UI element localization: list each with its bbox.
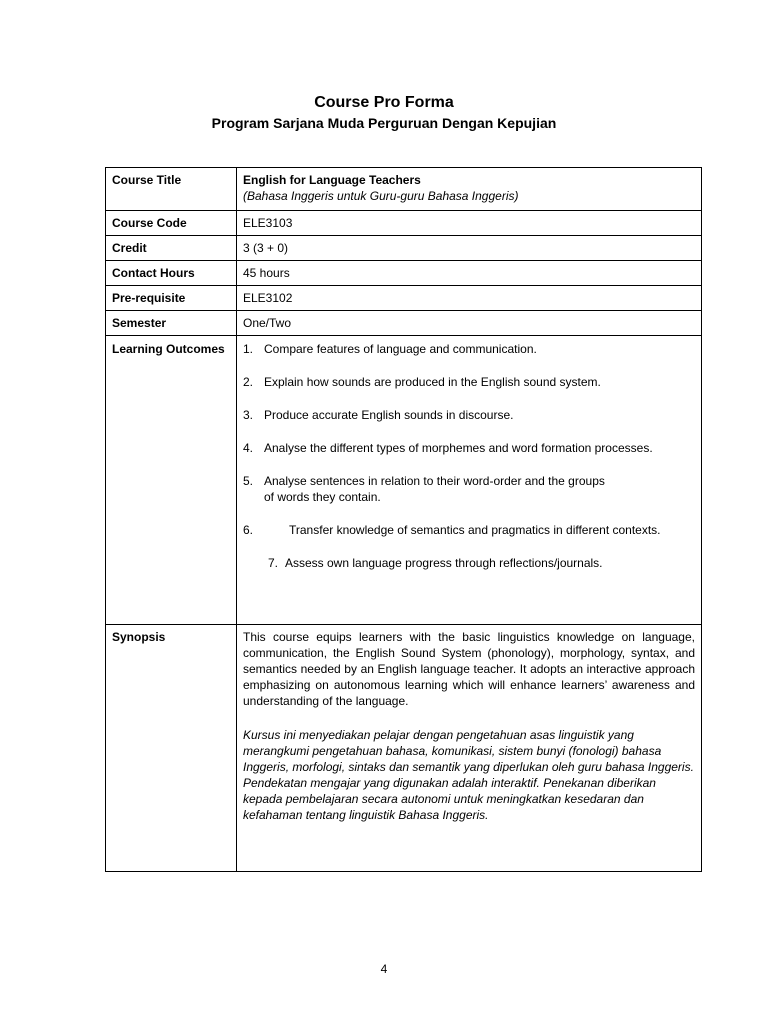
list-item-text: Analyse the different types of morphemes and word formation processes.: [264, 441, 653, 455]
list-item: [243, 341, 695, 357]
list-item-text: Analyse sentences in relation to their word-order and the groups of words they contain.: [264, 474, 605, 504]
list-item: [243, 374, 695, 390]
list-item-number: 7.: [268, 556, 279, 570]
list-item-text: Explain how sounds are produced in the English sound system.: [264, 375, 601, 389]
synopsis-label: Synopsis: [106, 625, 237, 872]
course-code-value: ELE3103: [237, 211, 702, 236]
page-number: 4: [380, 962, 388, 976]
synopsis-malay: Kursus ini menyediakan pelajar dengan pengetahuan asas linguistik yang merangkumi pengetahuan bahasa, komunikasi, sistem bunyi (fonologi) bahasa Inggeris, morfologi, sintaks dan semantik yang diperlukan oleh guru bahasa Inggeris. Pendekatan mengajar yang digunakan adalah interaktif. Penekanan diberikan kepada pembelajaran secara autonomi untuk meningkatkan kesedaran dan kefahaman tentang linguistik Bahasa Inggeris.: [243, 728, 694, 822]
table-row-credit: [106, 236, 702, 261]
prerequisite-value: ELE3102: [237, 286, 702, 311]
page-subtitle: Program Sarjana Muda Perguruan Dengan Kepujian: [211, 115, 557, 131]
course-pro-forma-table: [105, 167, 702, 872]
semester-label: Semester: [106, 311, 237, 336]
list-item: [243, 440, 695, 456]
list-item: [243, 407, 695, 423]
contact-hours-label: Contact Hours: [106, 261, 237, 286]
table-row-prerequisite: [106, 286, 702, 311]
table-row-learning-outcomes: [106, 336, 702, 625]
course-code-label: Course Code: [106, 211, 237, 236]
table-row-course-code: [106, 211, 702, 236]
list-item-number: 2.: [243, 375, 254, 389]
learning-outcomes-label: Learning Outcomes: [106, 336, 237, 625]
semester-value: One/Two: [237, 311, 702, 336]
table-row-course-title: [106, 168, 702, 211]
list-item-text: Compare features of language and communication.: [264, 342, 537, 356]
list-item-number: 1.: [243, 342, 254, 356]
course-title-english: English for Language Teachers: [243, 173, 421, 187]
prerequisite-label: Pre-requisite: [106, 286, 237, 311]
list-item-text: Assess own language progress through reflections/journals.: [285, 556, 603, 570]
list-item-number: 3.: [243, 408, 254, 422]
list-item-text: Produce accurate English sounds in discourse.: [264, 408, 514, 422]
credit-label: Credit: [106, 236, 237, 261]
course-title-value: [237, 168, 702, 211]
contact-hours-value: 45 hours: [237, 261, 702, 286]
learning-outcomes-value: [237, 336, 702, 625]
list-item: [243, 555, 695, 571]
table-row-semester: [106, 311, 702, 336]
synopsis-english: This course equips learners with the basic linguistics knowledge on language, communication, the English Sound System (phonology), morphology, syntax, and semantics needed by an English language teacher. It adopts an interactive approach emphasizing on autonomous learning which will enhance learners’ awareness and understanding of the language.: [243, 630, 695, 708]
list-item: [243, 522, 695, 538]
list-item-text: Transfer knowledge of semantics and pragmatics in different contexts.: [289, 523, 661, 537]
credit-value: 3 (3 + 0): [237, 236, 702, 261]
synopsis-value: [237, 625, 702, 872]
course-title-label: Course Title: [106, 168, 237, 211]
list-item-number: 5.: [243, 474, 254, 488]
learning-outcomes-list: [243, 341, 695, 571]
list-item: [243, 473, 695, 505]
table-row-contact-hours: [106, 261, 702, 286]
page-title: Course Pro Forma: [314, 94, 454, 111]
list-item-number: 4.: [243, 441, 254, 455]
course-title-malay: (Bahasa Inggeris untuk Guru-guru Bahasa Inggeris): [243, 189, 519, 203]
list-item-number: 6.: [243, 523, 254, 537]
table-row-synopsis: [106, 625, 702, 872]
